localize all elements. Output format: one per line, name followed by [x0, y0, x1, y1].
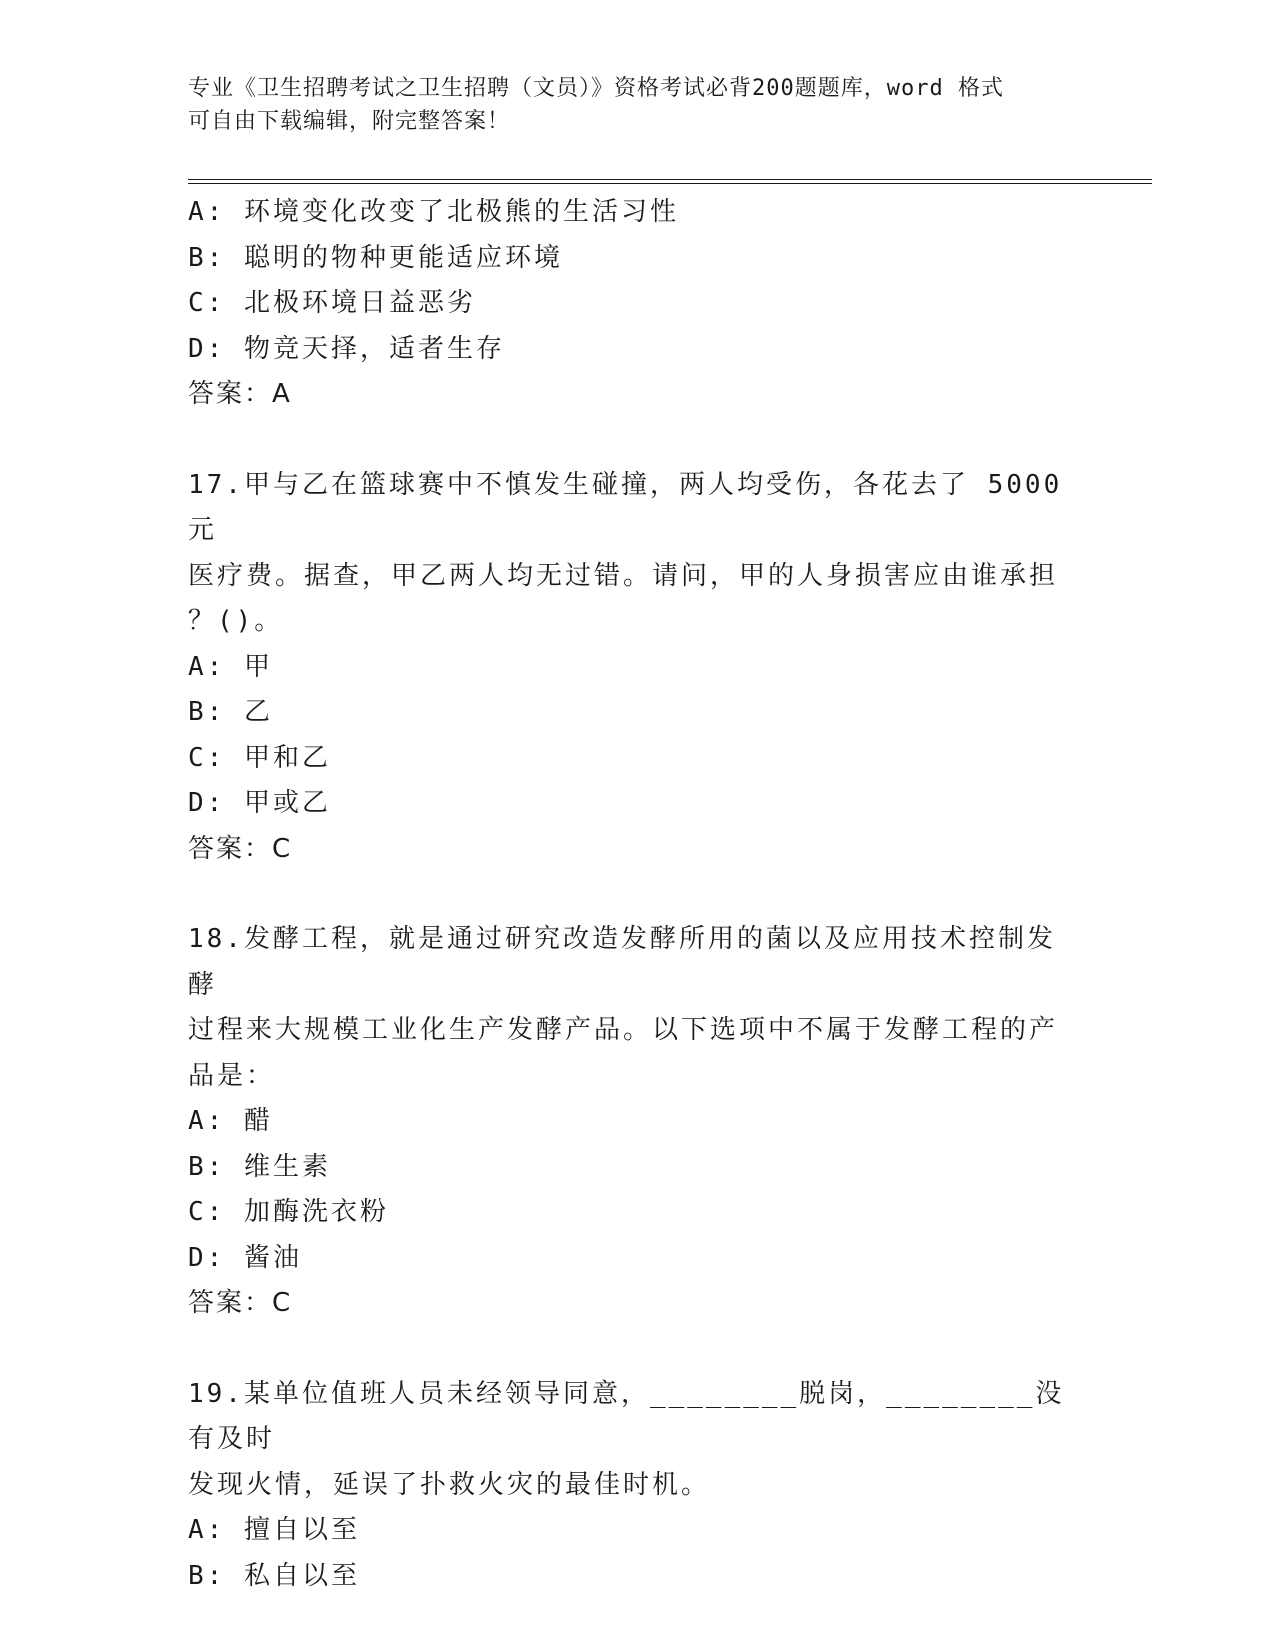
question-stem-line: 17.甲与乙在篮球赛中不慎发生碰撞，两人均受伤，各花去了 5000 元 — [188, 469, 1081, 545]
question-stem-line: 发现火情，延误了扑救火灾的最佳时机。 — [188, 1469, 711, 1500]
question-17 — [188, 463, 1081, 873]
question-16-continued — [188, 190, 1078, 418]
option-c: C: 加酶洗衣粉 — [188, 1197, 389, 1227]
question-stem-line: 19.某单位值班人员未经领导同意，________脱岗，________没有及时 — [188, 1378, 1065, 1454]
option-a: A: 擅自以至 — [188, 1515, 360, 1545]
option-b: B: 乙 — [188, 697, 273, 727]
option-a: A: 醋 — [188, 1106, 273, 1136]
option-c: C: 甲和乙 — [188, 742, 331, 773]
option-b: B: 维生素 — [188, 1151, 331, 1182]
option-d: D: 酱油 — [188, 1242, 302, 1273]
option-d: D: 物竞天择，适者生存 — [188, 333, 505, 364]
answer-line: 答案：A — [188, 379, 292, 409]
option-b: B: 私自以至 — [188, 1560, 360, 1591]
spacer — [188, 418, 1078, 463]
header-line-1: 专业《卫生招聘考试之卫生招聘（文员）》资格考试必背200题题库，word 格式 — [188, 76, 1004, 101]
option-c: C: 北极环境日益恶劣 — [188, 288, 476, 318]
header-divider-bottom — [188, 183, 1152, 184]
question-19 — [188, 1372, 1078, 1600]
option-b: B: 聪明的物种更能适应环境 — [188, 242, 563, 273]
spacer — [188, 1327, 1078, 1372]
question-list — [188, 190, 1081, 1599]
option-d: D: 甲或乙 — [188, 788, 331, 818]
question-stem-line: ？()。 — [188, 606, 284, 636]
document-header — [188, 72, 1068, 138]
question-stem-line: 过程来大规模工业化生产发酵产品。以下选项中不属于发酵工程的产 — [188, 1015, 1059, 1045]
header-divider-top — [188, 179, 1152, 180]
question-18 — [188, 917, 1078, 1327]
option-a: A: 环境变化改变了北极熊的生活习性 — [188, 197, 679, 227]
question-stem-line: 品是： — [188, 1060, 276, 1091]
header-line-2: 可自由下载编辑，附完整答案！ — [188, 109, 511, 134]
answer-line: 答案：C — [188, 1288, 293, 1318]
answer-line: 答案：C — [188, 833, 293, 864]
question-stem-line: 18.发酵工程，就是通过研究改造发酵所用的菌以及应用技术控制发酵 — [188, 924, 1056, 1000]
option-a: A: 甲 — [188, 651, 273, 682]
spacer — [188, 872, 1078, 917]
question-stem-line: 医疗费。据查，甲乙两人均无过错。请问，甲的人身损害应由谁承担 — [188, 560, 1059, 591]
